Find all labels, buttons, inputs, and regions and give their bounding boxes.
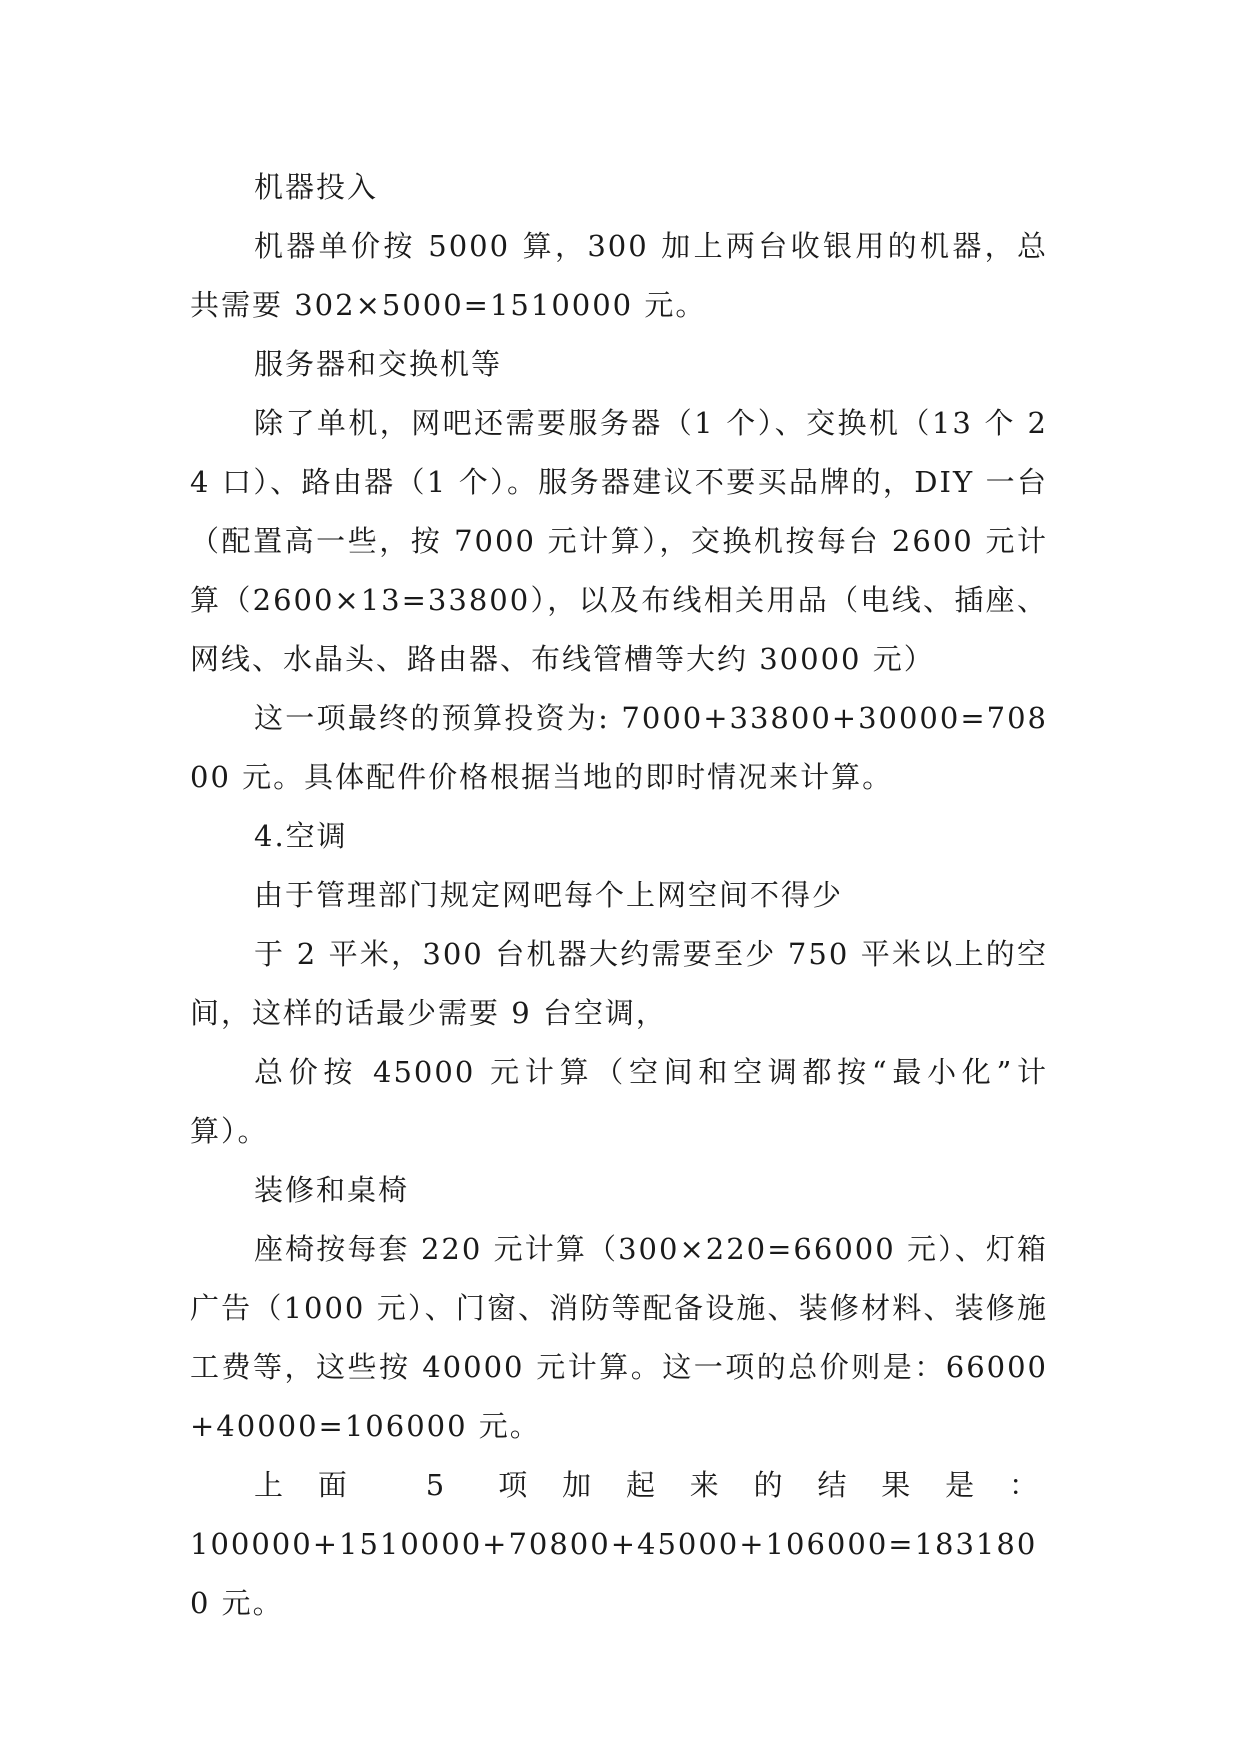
grand-total-label: 上面 5 项加起来的结果是： (254, 1468, 1048, 1502)
grand-total-value: 100000+1510000+70800+45000+106000=1831800 元。 (190, 1527, 1038, 1620)
body-paragraph: 由于管理部门规定网吧每个上网空间不得少 (254, 878, 844, 912)
section-heading: 装修和桌椅 (254, 1173, 410, 1207)
body-paragraph: 除了单机，网吧还需要服务器（1 个）、交换机（13 个 24 口）、路由器（1 个）。服务器建议不要买品牌的，DIY 一台（配置高一些，按 7000 元计算），交换机按每台 2600 元计算（2600×13=33800），以及布线相关用品（电线、插座、网线、水晶头、路由器、布线管槽等大约 30000 元） (190, 406, 1048, 676)
body-paragraph: 总价按 45000 元计算（空间和空调都按“最小化”计算）。 (190, 1055, 1048, 1148)
document-page (190, 158, 1048, 1633)
section-heading: 4.空调 (254, 819, 348, 853)
body-paragraph: 座椅按每套 220 元计算（300×220=66000 元）、灯箱广告（1000 元）、门窗、消防等配备设施、装修材料、装修施工费等，这些按 40000 元计算。这一项的总价则是：66000+40000=106000 元。 (190, 1232, 1048, 1443)
section-heading: 机器投入 (254, 170, 379, 204)
body-paragraph: 机器单价按 5000 算，300 加上两台收银用的机器，总共需要 302×5000=1510000 元。 (190, 229, 1048, 322)
body-paragraph: 这一项最终的预算投资为: 7000+33800+30000=70800 元。具体配件价格根据当地的即时情况来计算。 (190, 701, 1048, 794)
section-heading: 服务器和交换机等 (254, 347, 503, 381)
body-paragraph: 于 2 平米，300 台机器大约需要至少 750 平米以上的空间，这样的话最少需要 9 台空调， (190, 937, 1048, 1030)
